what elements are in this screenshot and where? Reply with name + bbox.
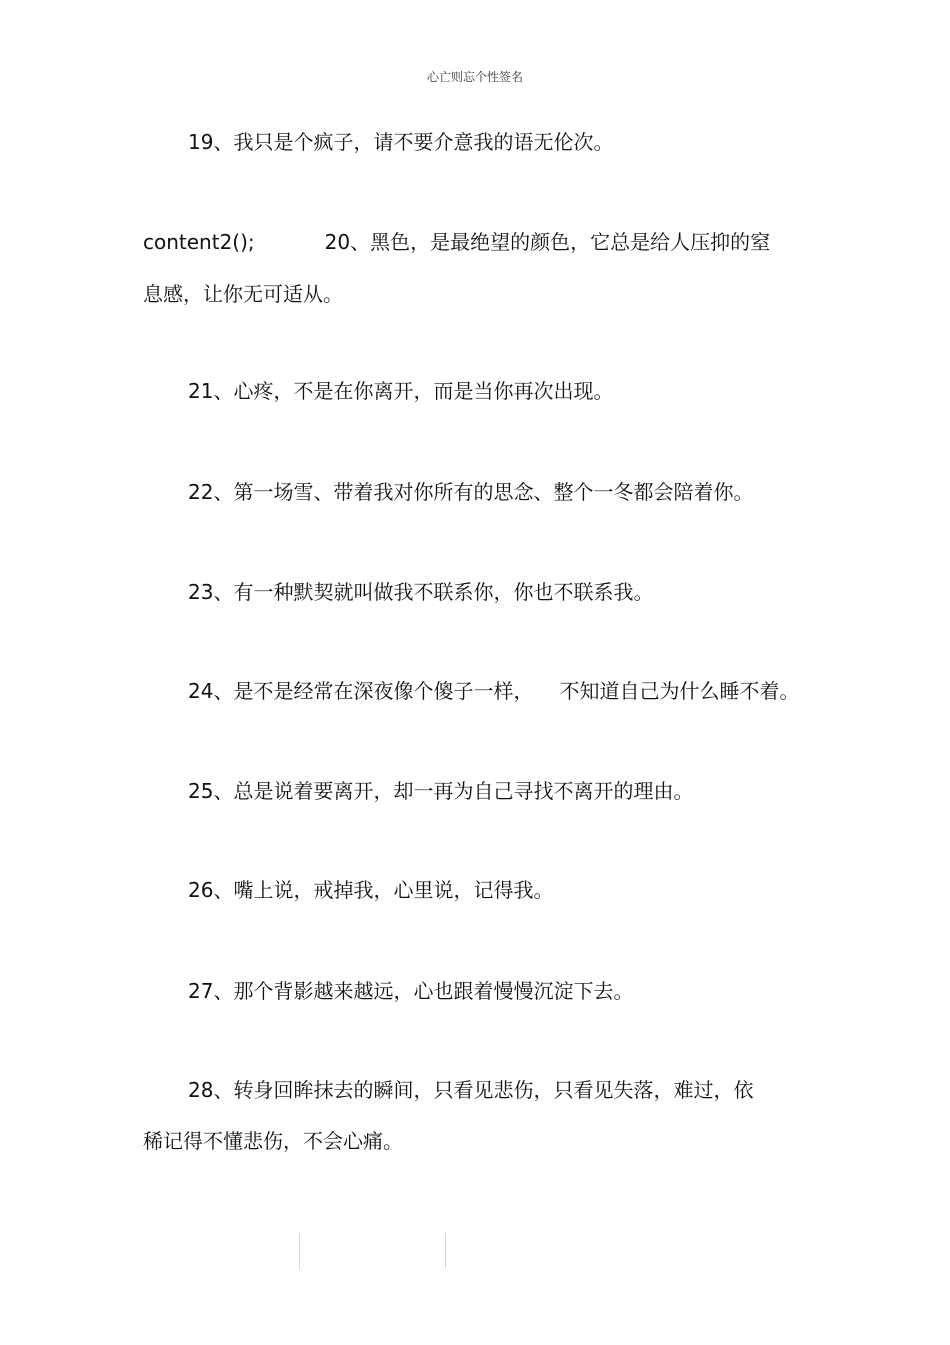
list-item-25: 25、总是说着要离开，却一再为自己寻找不离开的理由。 [188,779,694,803]
list-item-20-line1 [143,230,770,254]
list-item-27: 27、那个背影越来越远，心也跟着慢慢沉淀下去。 [188,979,634,1003]
list-item-24-part2: 不知道自己为什么睡不着。 [559,679,800,703]
list-item-28-line1: 28、转身回眸抹去的瞬间，只看见悲伤，只看见失落，难过，依 [188,1078,754,1102]
divider-right [445,1233,446,1269]
list-item-23: 23、有一种默契就叫做我不联系你，你也不联系我。 [188,580,654,604]
code-snippet: content2(); [143,230,255,254]
divider-left [299,1233,300,1269]
list-item-21: 21、心疼，不是在你离开，而是当你再次出现。 [188,379,614,403]
list-item-22: 22、第一场雪、带着我对你所有的思念、整个一冬都会陪着你。 [188,480,754,504]
list-item-20-line2: 息感，让你无可适从。 [143,282,343,306]
list-item-26: 26、嘴上说，戒掉我，心里说，记得我。 [188,878,554,902]
list-item-24-part1: 24、是不是经常在深夜像个傻子一样， [188,679,534,703]
list-item-20-text: 20、黑色，是最绝望的颜色，它总是给人压抑的窒 [324,230,771,254]
list-item-28-line2: 稀记得不懂悲伤，不会心痛。 [143,1129,403,1153]
page-header: 心亡则忘个性签名 [426,70,523,84]
list-item-24 [188,679,799,703]
list-item-19: 19、我只是个疯子，请不要介意我的语无伦次。 [188,130,614,154]
